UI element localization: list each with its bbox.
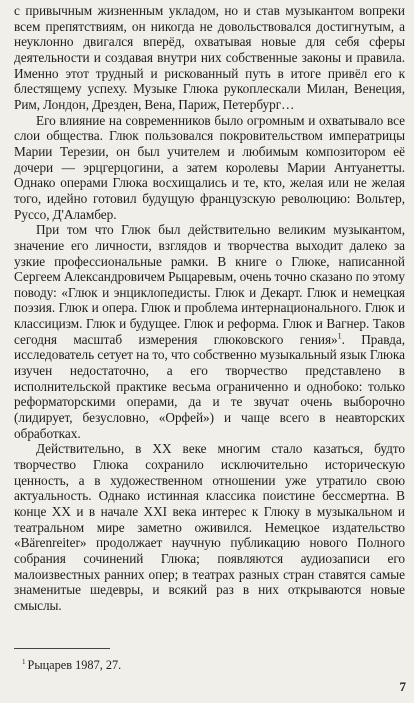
footnote-marker: 1 bbox=[22, 657, 26, 666]
paragraph-3-text-after: . Правда, исследователь сетует на то, что собственно музыкальный язык Глюка изучен недостаточно, а его творчество представлено в исполнительской практике весьма ограниченно и однобоко: только реформаторскими операми, да и те звучат очень выборочно (лидирует, безусловно, «Орфей») и чаще всего в неавторских обработках. bbox=[14, 331, 405, 441]
paragraph-4: Действительно, в XX веке многим стало казаться, будто творчество Глюка сохранило исключительно историческую ценность, а в художественном отношении уже утратило свою актуальность. Однако истинная классика поистине бессмертна. В конце XX и в начале XXI века интерес к Глюку в музыкальном и театральном мире заметно оживился. Немецкое издательство «Bärenreiter» продолжает научную публикацию нового Полного собрания сочинений Глюка; появляются аудиозаписи его малоизвестных ранних опер; в театрах разных стран ставятся самые знаменитые шедевры, и всякий раз в них открываются новые смыслы. bbox=[14, 441, 405, 613]
page-number: 7 bbox=[399, 679, 406, 694]
footnote-reference: 1 bbox=[337, 331, 342, 341]
paragraph-3-text-before: При том что Глюк был действительно великим музыкантом, значение его личности, взглядов и творчества выходит далеко за узкие профессиональные рамки. В книге о Глюке, написанной Сергеем Александровичем Рыцаревым, очень точно сказано по этому поводу: «Глюк и энциклопедисты. Глюк и Декарт. Глюк и немецкая поэзия. Глюк и опера. Глюк и проблема интернационального. Глюк и классицизм. Глюк и будущее. Глюк и реформа. Глюк и Вагнер. Таков сегодня масштаб измерения глюковского гения» bbox=[14, 222, 405, 347]
paragraph-2: Его влияние на современников было огромным и охватывало все слои общества. Глюк пользовался покровительством императрицы Марии Терезии, он был учителем и любимым композитором её дочери — эрцгерцогини, а затем королевы Марии Антуанетты. Однако операми Глюка восхищались и те, кто, желая или не желая того, идейно готовил будущую французскую революцию: Вольтер, Руссо, Д'Аламбер. bbox=[14, 112, 405, 222]
footnote bbox=[22, 658, 121, 672]
footnote-divider bbox=[14, 648, 110, 649]
footnote-text: Рыцарев 1987, 27. bbox=[27, 658, 122, 672]
paragraph-3 bbox=[14, 222, 405, 441]
paragraph-1: с привычным жизненным укладом, но и став музыкантом вопреки всем препятствиям, он никогда не довольствовался достигнутым, а неуклонно двигался вперёд, охватывая новые для себя сферы деятельности и создавая внутри них собственные законы и правила. Именно этот трудный и рискованный путь в итоге привёл его к блестящему успеху. Музыке Глюка рукоплескали Милан, Венеция, Рим, Лондон, Дрезден, Вена, Париж, Петербург… bbox=[14, 3, 405, 112]
